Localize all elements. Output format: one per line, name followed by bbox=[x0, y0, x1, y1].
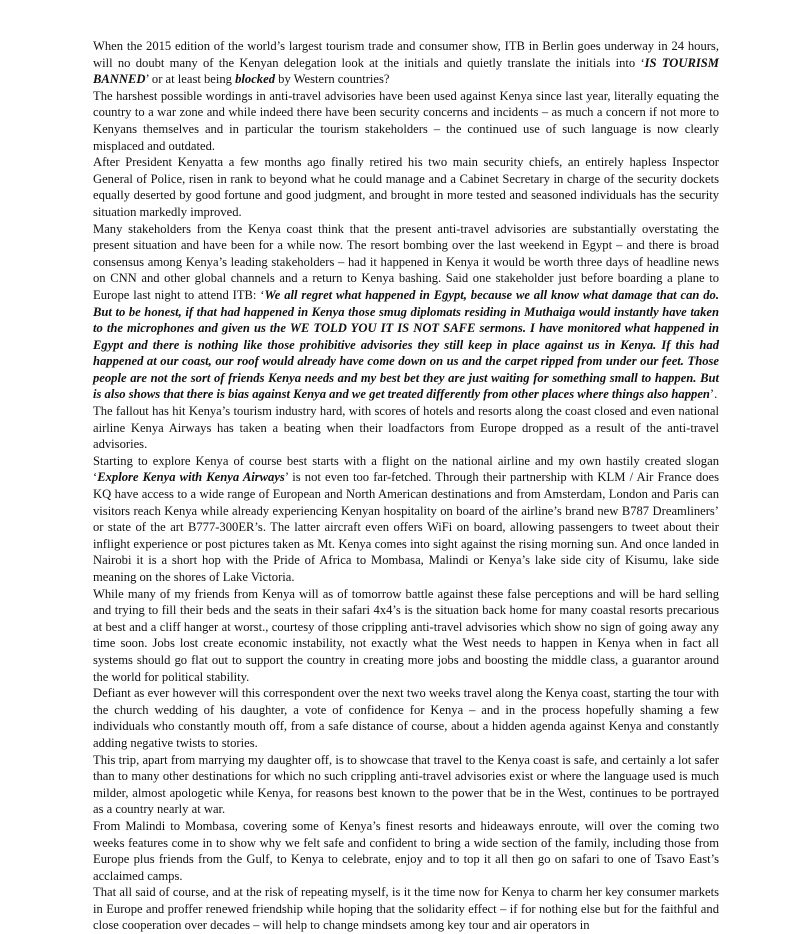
paragraph-this-trip: This trip, apart from marrying my daughter off, is to showcase that travel to the Kenya coast is safe, and certainly a lot safer than to many other destinations for which no such crippling anti-travel advisories exist or where the language used is much milder, almost apologetic while Kenya, for reasons best known to the power that be in the West, continues to be portrayed as a country nearly at war. bbox=[93, 752, 719, 817]
paragraph-security-chiefs: After President Kenyatta a few months ago finally retired his two main security chiefs, an entirely hapless Inspector General of Police, risen in rank to beyond what he could manage and a Cabinet Secretary in charge of the security dockets equally deserted by good fortune and good judgment, and brought in more tested and seasoned individuals has the security situation markedly improved. bbox=[93, 155, 719, 219]
paragraph-false-perceptions: While many of my friends from Kenya will as of tomorrow battle against these false perceptions and will be hard selling and trying to fill their beds and the seats in their safari 4x4’s is the situation back home for many coastal resorts precarious at best and a cliff hanger at worst., courtesy of those crippling anti-travel advisories which show no sign of going away any time soon. Jobs lost create economic instability, not exactly what the West needs to happen in Kenya when in fact all systems should go flat out to support the country in creating more jobs and boosting the middle class, a guarantor around the world for political stability. bbox=[93, 586, 719, 684]
paragraph-fallout: The fallout has hit Kenya’s tourism industry hard, with scores of hotels and resorts along the coast closed and even national airline Kenya Airways has taken a beating when their loadfactors from Europe dropped as a result of the anti-travel advisories. bbox=[93, 404, 719, 452]
paragraph-conclusion: That all said of course, and at the risk of repeating myself, is it the time now for Kenya to charm her key consumer markets in Europe and proffer renewed friendship while hoping that the solidarity effect – if for nothing else but for the faithful and close cooperation over decades – will help to change mindsets among key tour and air operators in bbox=[93, 885, 719, 933]
paragraph-defiant: Defiant as ever however will this correspondent over the next two weeks travel along the Kenya coast, starting the tour with the church wedding of his daughter, a vote of confidence for Kenya – and in the process hopefully shaming a few individuals who constantly mouth off, from a safe distance of course, about a hidden agenda against Kenya and constantly adding negative twists to stories. bbox=[93, 686, 719, 750]
paragraph-malindi-mombasa: From Malindi to Mombasa, covering some of Kenya’s finest resorts and hideaways enroute, will over the coming two weeks features come in to show why we felt safe and confident to bring a wide section of the family, including those from Europe plus friends from the Gulf, to Kenya to celebrate, enjoy and to top it all then go on safari to one of Tsavo East’s acclaimed camps. bbox=[93, 818, 719, 883]
article-body bbox=[93, 38, 719, 934]
paragraph-itb-intro: When the 2015 edition of the world’s largest tourism trade and consumer show, ITB in Berlin goes underway in 24 hours, will no doubt many of the Kenyan delegation look at the initials and quietly translate the initials into ‘IS TOURISM BANNED’ or at least being blocked by Western countries? bbox=[93, 39, 719, 87]
paragraph-kenya-airways: Starting to explore Kenya of course best starts with a flight on the national airline and my own hastily created slogan ‘Explore Kenya with Kenya Airways’ is not even too far-fetched. Through their partnership with KLM / Air France does KQ have access to a wide range of European and North American destinations and from Amsterdam, London and Paris can visitors reach Kenya while already experiencing Kenyan hospitality on board of the airline’s brand new B787 Dreamliners’ or state of the art B777-300ER’s. The latter aircraft even offers WiFi on board, allowing passengers to tweet about their inflight experience or post pictures taken as Mt. Kenya comes into sight against the rising morning sun. And once landed in Nairobi it is a short hop with the Pride of Africa to Mombasa, Malindi or Kenya’s lake side city of Kisumu, lake side meaning on the shores of Lake Victoria. bbox=[93, 453, 719, 584]
paragraph-stakeholders-quote: Many stakeholders from the Kenya coast think that the present anti-travel advisories are substantially overstating the present situation and have been for a while now. The resort bombing over the last weekend in Egypt – and there is broad consensus among Kenya’s leading stakeholders – had it happened in Kenya it would be worth three days of headline news on CNN and other global channels and a return to Kenya bashing. Said one stakeholder just before boarding a plane to Europe last night to attend ITB: ‘We all regret what happened in Egypt, because we all know what damage that can do. But to be honest, if that had happened in Kenya those smug diplomats residing in Muthaiga would instantly have taken to the microphones and given us the WE TOLD YOU IT IS NOT SAFE sermons. I have monitored what happened in Egypt and there is nothing like those prohibitive advisories they still keep in place against us in Kenya. If this had happened at our coast, our roof would already have come down on us and the carpet ripped from under our feet. Those people are not the sort of friends Kenya needs and my best bet they are just waiting for something small to happen. But is also shows that there is bias against Kenya and we get treated differently from other places where things also happen’. bbox=[93, 221, 719, 402]
paragraph-harshest-wordings: The harshest possible wordings in anti-travel advisories have been used against Kenya since last year, literally equating the country to a war zone and while indeed there have been security concerns and incidents – as much a concern if not more to Kenyans themselves and in particular the tourism stakeholders – the continued use of such language is now clearly misplaced and outdated. bbox=[93, 88, 719, 153]
